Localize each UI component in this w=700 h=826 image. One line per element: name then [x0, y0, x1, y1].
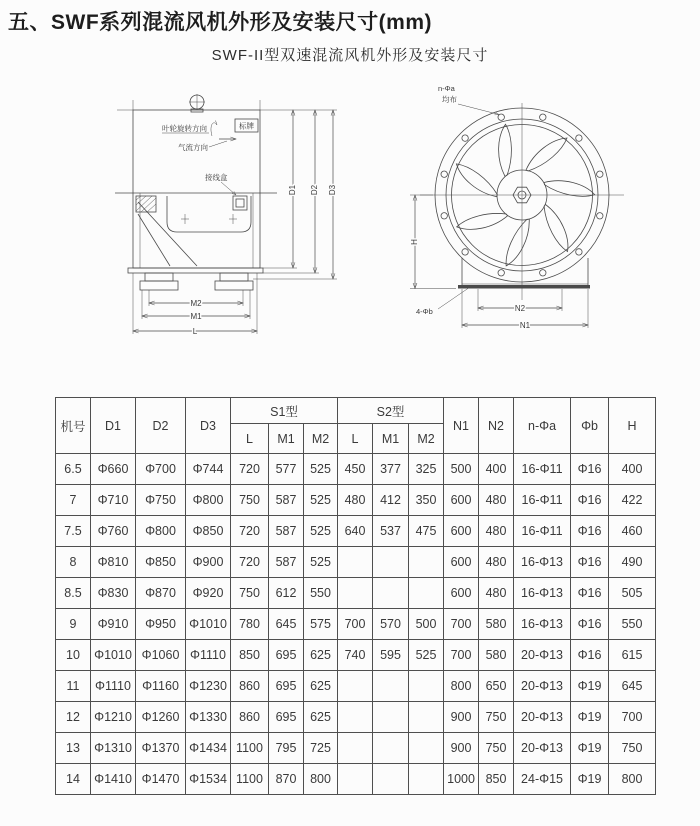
table-cell: Φ16 — [571, 640, 609, 671]
table-cell: Φ1470 — [136, 764, 186, 795]
table-cell: 480 — [479, 578, 514, 609]
table-cell: 16-Φ13 — [514, 609, 571, 640]
col-n2: N2 — [479, 398, 514, 454]
foot-bolt-label: 4-Φb — [416, 307, 433, 316]
dim-h-label: H — [410, 239, 419, 245]
table-cell: Φ1230 — [186, 671, 231, 702]
table-cell: 700 — [338, 609, 373, 640]
col-group-s2: S2型 — [338, 398, 444, 424]
table-cell: 20-Φ13 — [514, 671, 571, 702]
table-cell: 600 — [444, 578, 479, 609]
table-cell: 587 — [269, 547, 304, 578]
dim-m2-label: M2 — [190, 299, 202, 308]
table-cell: 16-Φ13 — [514, 547, 571, 578]
table-cell: 16-Φ13 — [514, 578, 571, 609]
table-cell: 587 — [269, 516, 304, 547]
table-cell: Φ800 — [186, 485, 231, 516]
table-cell: Φ1330 — [186, 702, 231, 733]
table-cell: 8.5 — [56, 578, 91, 609]
table-cell: 20-Φ13 — [514, 702, 571, 733]
figure-caption: SWF-II型双速混流风机外形及安装尺寸 — [211, 47, 489, 64]
col-na: n-Φa — [514, 398, 571, 454]
table-cell: 7 — [56, 485, 91, 516]
dim-l-label: L — [192, 327, 198, 336]
col-model: 机号 — [56, 398, 91, 454]
table-row — [56, 702, 656, 733]
table-cell: 750 — [479, 733, 514, 764]
base-dimensions — [462, 289, 588, 330]
table-body — [56, 454, 656, 795]
table-header — [56, 398, 656, 454]
table-cell: 325 — [409, 454, 444, 485]
junction-box-label: 接线盒 — [205, 173, 228, 182]
table-cell: 24-Φ15 — [514, 764, 571, 795]
table-cell: 800 — [304, 764, 338, 795]
table-cell: 20-Φ13 — [514, 640, 571, 671]
table-cell — [409, 578, 444, 609]
table-cell: 412 — [373, 485, 409, 516]
table-cell: 7.5 — [56, 516, 91, 547]
table-cell: 400 — [479, 454, 514, 485]
table-cell: 625 — [304, 640, 338, 671]
table-cell: 700 — [609, 702, 656, 733]
dimension-table — [55, 397, 656, 795]
dim-n2-label: N2 — [514, 304, 526, 313]
table-cell: 850 — [231, 640, 269, 671]
table-cell: 625 — [304, 671, 338, 702]
table-cell: 550 — [609, 609, 656, 640]
table-cell: 422 — [609, 485, 656, 516]
airflow-direction-label: 气流方向 — [178, 143, 208, 152]
table-cell — [373, 578, 409, 609]
table-cell: 600 — [444, 516, 479, 547]
rotation-arrow-icon — [211, 121, 217, 137]
table-cell: Φ1534 — [186, 764, 231, 795]
table-cell: Φ1410 — [91, 764, 136, 795]
table-cell — [373, 733, 409, 764]
table-cell: 860 — [231, 702, 269, 733]
table-cell: Φ830 — [91, 578, 136, 609]
table-cell: Φ1110 — [186, 640, 231, 671]
table-cell: 12 — [56, 702, 91, 733]
table-cell: 480 — [479, 485, 514, 516]
table-cell: Φ16 — [571, 609, 609, 640]
table-cell: Φ850 — [136, 547, 186, 578]
table-cell: 750 — [231, 578, 269, 609]
table-cell: 525 — [409, 640, 444, 671]
table-cell: 695 — [269, 640, 304, 671]
table-cell: 350 — [409, 485, 444, 516]
table-cell: 20-Φ13 — [514, 733, 571, 764]
table-cell: 720 — [231, 516, 269, 547]
table-cell — [373, 671, 409, 702]
table-cell: Φ1260 — [136, 702, 186, 733]
col-fb: Φb — [571, 398, 609, 454]
table-cell: Φ16 — [571, 516, 609, 547]
dim-m1-label: M1 — [190, 312, 202, 321]
table-cell: 600 — [444, 547, 479, 578]
table-cell: 14 — [56, 764, 91, 795]
table-cell: 400 — [609, 454, 656, 485]
base-and-feet — [128, 268, 263, 290]
table-cell — [373, 547, 409, 578]
table-cell: 595 — [373, 640, 409, 671]
table-cell: Φ16 — [571, 454, 609, 485]
annotation-labels — [162, 119, 258, 195]
table-cell: 640 — [338, 516, 373, 547]
table-row — [56, 640, 656, 671]
table-cell: 480 — [338, 485, 373, 516]
table-row — [56, 671, 656, 702]
table-cell: Φ810 — [91, 547, 136, 578]
page-title: 五、SWF系列混流风机外形及安装尺寸(mm) — [8, 11, 432, 34]
nameplate-label: 标牌 — [239, 121, 254, 131]
table-cell: 900 — [444, 733, 479, 764]
table-cell — [409, 733, 444, 764]
table-cell: Φ1110 — [91, 671, 136, 702]
table-cell: 750 — [609, 733, 656, 764]
table-cell: 480 — [479, 516, 514, 547]
col-s1-m2: M2 — [304, 424, 338, 454]
col-group-s1: S1型 — [231, 398, 338, 424]
table-cell: 490 — [609, 547, 656, 578]
table-cell: 16-Φ11 — [514, 516, 571, 547]
table-cell: 377 — [373, 454, 409, 485]
table-cell: Φ16 — [571, 547, 609, 578]
bolt-note-label: 均布 — [442, 95, 457, 104]
rotation-direction-label: 叶轮旋转方向 — [162, 124, 207, 133]
table-row — [56, 485, 656, 516]
table-cell: Φ19 — [571, 764, 609, 795]
table-cell: Φ800 — [136, 516, 186, 547]
table-row — [56, 609, 656, 640]
table-cell: 725 — [304, 733, 338, 764]
table-cell — [338, 733, 373, 764]
side-view-drawing — [105, 80, 350, 345]
bolt-spec-label: n-Φa — [438, 84, 455, 93]
center-lines — [420, 103, 624, 300]
table-cell: Φ750 — [136, 485, 186, 516]
table-cell: 600 — [444, 485, 479, 516]
table-row — [56, 764, 656, 795]
table-cell: 6.5 — [56, 454, 91, 485]
table-cell — [409, 671, 444, 702]
table-cell: 800 — [609, 764, 656, 795]
table-cell — [409, 702, 444, 733]
table-row — [56, 516, 656, 547]
table-cell: Φ1160 — [136, 671, 186, 702]
table-cell: Φ19 — [571, 702, 609, 733]
table-cell: Φ1010 — [91, 640, 136, 671]
table-cell: 475 — [409, 516, 444, 547]
table-cell — [338, 764, 373, 795]
table-cell: 612 — [269, 578, 304, 609]
table-cell: 695 — [269, 671, 304, 702]
table-cell: 625 — [304, 702, 338, 733]
table-cell: 580 — [479, 609, 514, 640]
table-cell: 13 — [56, 733, 91, 764]
table-cell: 587 — [269, 485, 304, 516]
col-s1-l: L — [231, 424, 269, 454]
table-cell: Φ910 — [91, 609, 136, 640]
table-cell: 720 — [231, 454, 269, 485]
table-cell: 505 — [609, 578, 656, 609]
front-view-drawing — [400, 78, 650, 338]
table-cell: 450 — [338, 454, 373, 485]
table-cell: 850 — [479, 764, 514, 795]
table-cell: 645 — [269, 609, 304, 640]
table-cell: 860 — [231, 671, 269, 702]
table-cell — [338, 671, 373, 702]
diameter-dimensions — [253, 110, 337, 279]
table-cell: 580 — [479, 640, 514, 671]
table-cell: 10 — [56, 640, 91, 671]
table-cell: 780 — [231, 609, 269, 640]
table-cell: 700 — [444, 640, 479, 671]
table-cell: 480 — [479, 547, 514, 578]
table-cell: 525 — [304, 454, 338, 485]
table-cell: Φ950 — [136, 609, 186, 640]
table-cell: 537 — [373, 516, 409, 547]
table-cell: 900 — [444, 702, 479, 733]
table-cell: Φ760 — [91, 516, 136, 547]
table-cell: 8 — [56, 547, 91, 578]
table-cell: 800 — [444, 671, 479, 702]
table-cell: Φ900 — [186, 547, 231, 578]
table-cell — [409, 764, 444, 795]
table-cell: 525 — [304, 516, 338, 547]
table-cell: Φ1434 — [186, 733, 231, 764]
table-cell: 720 — [231, 547, 269, 578]
col-d2: D2 — [136, 398, 186, 454]
table-cell: Φ16 — [571, 485, 609, 516]
table-cell: 500 — [444, 454, 479, 485]
table-cell: 9 — [56, 609, 91, 640]
table-cell — [338, 547, 373, 578]
col-n1: N1 — [444, 398, 479, 454]
col-d1: D1 — [91, 398, 136, 454]
table-cell: Φ870 — [136, 578, 186, 609]
table-cell: 575 — [304, 609, 338, 640]
col-h: H — [609, 398, 656, 454]
table-cell: Φ920 — [186, 578, 231, 609]
table-cell: 11 — [56, 671, 91, 702]
table-row — [56, 733, 656, 764]
table-cell: 16-Φ11 — [514, 454, 571, 485]
table-cell: 500 — [409, 609, 444, 640]
table-cell: 615 — [609, 640, 656, 671]
table-cell: 750 — [231, 485, 269, 516]
table-cell: Φ700 — [136, 454, 186, 485]
table-cell — [338, 578, 373, 609]
table-cell: Φ710 — [91, 485, 136, 516]
table-cell: Φ19 — [571, 733, 609, 764]
table-cell: 750 — [479, 702, 514, 733]
table-cell — [338, 702, 373, 733]
dim-n1-label: N1 — [519, 321, 531, 330]
table-cell: 1100 — [231, 733, 269, 764]
table-cell: Φ850 — [186, 516, 231, 547]
table-cell: 577 — [269, 454, 304, 485]
table-cell: 525 — [304, 485, 338, 516]
table-cell: 645 — [609, 671, 656, 702]
table-cell: Φ1370 — [136, 733, 186, 764]
table-cell — [409, 547, 444, 578]
table-cell: 460 — [609, 516, 656, 547]
junction-box — [233, 196, 247, 210]
table-row — [56, 578, 656, 609]
col-d3: D3 — [186, 398, 231, 454]
table-cell: 795 — [269, 733, 304, 764]
col-s2-l: L — [338, 424, 373, 454]
col-s2-m1: M1 — [373, 424, 409, 454]
dim-d1-label: D1 — [288, 184, 297, 196]
table-cell: Φ19 — [571, 671, 609, 702]
table-cell: 870 — [269, 764, 304, 795]
table-cell: Φ660 — [91, 454, 136, 485]
dim-d3-label: D3 — [328, 184, 337, 196]
table-row — [56, 547, 656, 578]
dim-d2-label: D2 — [310, 184, 319, 196]
table-cell: 550 — [304, 578, 338, 609]
width-dimensions — [133, 273, 257, 336]
col-s1-m1: M1 — [269, 424, 304, 454]
table-cell: 700 — [444, 609, 479, 640]
table-cell — [373, 702, 409, 733]
eye-bolt-icon — [189, 94, 205, 112]
pedestal-base — [458, 258, 590, 289]
table-cell: Φ1210 — [91, 702, 136, 733]
table-cell: 16-Φ11 — [514, 485, 571, 516]
table-cell: 570 — [373, 609, 409, 640]
table-cell: Φ1310 — [91, 733, 136, 764]
table-row — [56, 454, 656, 485]
table-cell: 525 — [304, 547, 338, 578]
hole-annotations — [416, 84, 499, 316]
motor-assembly — [136, 196, 251, 266]
table-cell: 1100 — [231, 764, 269, 795]
col-s2-m2: M2 — [409, 424, 444, 454]
table-cell: 740 — [338, 640, 373, 671]
table-cell: Φ16 — [571, 578, 609, 609]
table-cell: 695 — [269, 702, 304, 733]
table-cell: Φ1060 — [136, 640, 186, 671]
table-cell: Φ744 — [186, 454, 231, 485]
table-cell: 1000 — [444, 764, 479, 795]
table-cell — [373, 764, 409, 795]
table-cell: 650 — [479, 671, 514, 702]
table-cell: Φ1010 — [186, 609, 231, 640]
